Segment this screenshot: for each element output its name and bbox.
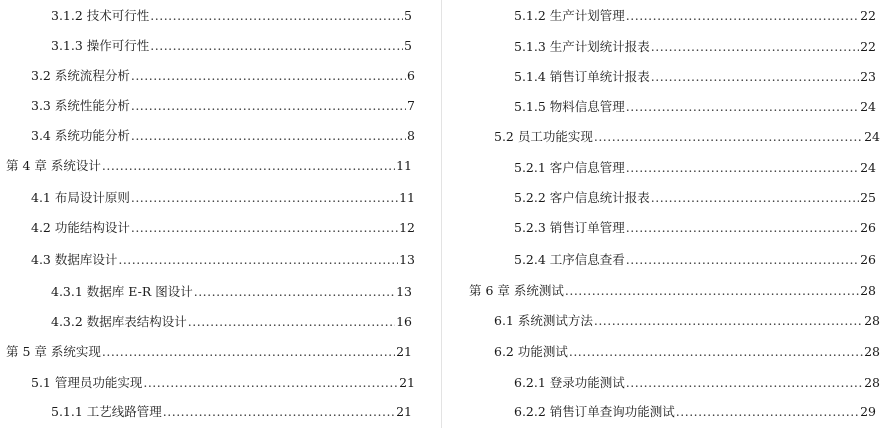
toc-page-number: 24 (860, 99, 876, 114)
toc-entry[interactable] (31, 189, 415, 207)
toc-page-number: 5 (404, 8, 412, 23)
toc-entry-label: 5.1.3 生产计划统计报表 (514, 39, 650, 54)
toc-dot-leader (626, 159, 859, 177)
toc-page-number: 28 (864, 344, 880, 359)
toc-page-number: 21 (396, 404, 412, 419)
toc-entry-label: 第 4 章 系统设计 (6, 158, 101, 173)
toc-dot-leader (626, 98, 859, 116)
toc-dot-leader (102, 157, 395, 175)
toc-entry-label: 5.2.3 销售订单管理 (514, 220, 625, 235)
toc-entry-label: 5.2.1 客户信息管理 (514, 160, 625, 175)
toc-entry-label: 5.1 管理员功能实现 (31, 375, 143, 390)
toc-entry[interactable] (31, 97, 415, 115)
toc-entry-label: 5.1.1 工艺线路管理 (51, 404, 162, 419)
toc-entry[interactable] (31, 374, 415, 392)
toc-dot-leader (676, 403, 859, 421)
toc-page-number: 23 (860, 69, 876, 84)
toc-entry[interactable] (31, 67, 415, 85)
toc-entry-label: 5.2 员工功能实现 (494, 129, 593, 144)
toc-entry[interactable] (514, 251, 876, 269)
toc-entry-label: 3.2 系统流程分析 (31, 68, 130, 83)
toc-entry[interactable] (494, 128, 880, 146)
toc-entry-label: 6.2.2 销售订单查询功能测试 (514, 404, 675, 419)
toc-entry[interactable] (494, 343, 880, 361)
toc-dot-leader (194, 283, 395, 301)
toc-entry[interactable] (514, 374, 880, 392)
toc-dot-leader (131, 219, 398, 237)
toc-entry[interactable] (514, 7, 876, 25)
toc-dot-leader (626, 219, 859, 237)
toc-page-left (0, 0, 440, 428)
toc-entry-label: 5.2.2 客户信息统计报表 (514, 190, 650, 205)
toc-dot-leader (594, 128, 863, 146)
toc-dot-leader (131, 67, 406, 85)
toc-page-number: 13 (396, 284, 412, 299)
toc-page-number: 26 (860, 220, 876, 235)
toc-dot-leader (131, 127, 406, 145)
toc-entry-label: 6.2 功能测试 (494, 344, 568, 359)
toc-page-number: 26 (860, 252, 876, 267)
toc-entry[interactable] (51, 403, 412, 421)
toc-entry[interactable] (514, 38, 876, 56)
toc-entry[interactable] (514, 403, 876, 421)
toc-page-number: 6 (407, 68, 415, 83)
toc-entry-label: 4.3.2 数据库表结构设计 (51, 314, 187, 329)
toc-entry-label: 3.1.2 技术可行性 (51, 8, 150, 23)
toc-page-number: 28 (860, 283, 876, 298)
toc-entry-label: 4.1 布局设计原则 (31, 190, 130, 205)
toc-entry[interactable] (6, 343, 412, 361)
toc-dot-leader (131, 189, 398, 207)
toc-dot-leader (569, 343, 863, 361)
toc-dot-leader (163, 403, 395, 421)
toc-page-number: 11 (399, 190, 415, 205)
toc-page-number: 28 (864, 375, 880, 390)
toc-dot-leader (150, 37, 403, 55)
toc-dot-leader (118, 251, 398, 269)
toc-dot-leader (102, 343, 395, 361)
toc-entry[interactable] (31, 127, 415, 145)
toc-page-number: 24 (864, 129, 880, 144)
toc-entry[interactable] (514, 159, 876, 177)
toc-dot-leader (651, 68, 859, 86)
toc-entry[interactable] (469, 282, 876, 300)
toc-entry-label: 3.4 系统功能分析 (31, 128, 130, 143)
toc-page-number: 11 (396, 158, 412, 173)
toc-entry-label: 4.3.1 数据库 E-R 图设计 (51, 284, 193, 299)
toc-entry-label: 第 6 章 系统测试 (469, 283, 564, 298)
toc-dot-leader (651, 189, 859, 207)
toc-dot-leader (594, 312, 863, 330)
toc-entry-label: 第 5 章 系统实现 (6, 344, 101, 359)
toc-entry-label: 5.1.2 生产计划管理 (514, 8, 625, 23)
toc-entry[interactable] (51, 37, 412, 55)
toc-entry[interactable] (514, 98, 876, 116)
toc-entry-label: 5.1.4 销售订单统计报表 (514, 69, 650, 84)
toc-entry-label: 5.1.5 物料信息管理 (514, 99, 625, 114)
toc-entry[interactable] (31, 251, 415, 269)
toc-page-number: 24 (860, 160, 876, 175)
toc-page-number: 29 (860, 404, 876, 419)
toc-page-number: 21 (399, 375, 415, 390)
toc-page-number: 25 (860, 190, 876, 205)
toc-entry-label: 6.2.1 登录功能测试 (514, 375, 625, 390)
toc-page-right (448, 0, 888, 428)
toc-dot-leader (651, 38, 859, 56)
toc-page-number: 7 (407, 98, 415, 113)
toc-page-number: 21 (396, 344, 412, 359)
toc-entry-label: 3.3 系统性能分析 (31, 98, 130, 113)
toc-dot-leader (626, 7, 859, 25)
toc-dot-leader (150, 7, 403, 25)
toc-page-number: 13 (399, 252, 415, 267)
toc-dot-leader (565, 282, 859, 300)
toc-entry[interactable] (6, 157, 412, 175)
toc-entry[interactable] (514, 68, 876, 86)
toc-page-number: 8 (407, 128, 415, 143)
toc-entry[interactable] (494, 312, 880, 330)
toc-entry-label: 4.3 数据库设计 (31, 252, 118, 267)
toc-page-number: 22 (860, 8, 876, 23)
toc-page-number: 28 (864, 313, 880, 328)
toc-page-number: 16 (396, 314, 412, 329)
toc-entry[interactable] (51, 7, 412, 25)
toc-entry-label: 6.1 系统测试方法 (494, 313, 593, 328)
toc-dot-leader (131, 97, 406, 115)
toc-entry-label: 5.2.4 工序信息查看 (514, 252, 625, 267)
toc-page-number: 5 (404, 38, 412, 53)
toc-entry[interactable] (31, 219, 415, 237)
toc-dot-leader (188, 313, 395, 331)
toc-entry[interactable] (51, 313, 412, 331)
toc-dot-leader (143, 374, 398, 392)
toc-entry-label: 3.1.3 操作可行性 (51, 38, 150, 53)
toc-entry[interactable] (514, 219, 876, 237)
toc-entry[interactable] (51, 283, 412, 301)
toc-entry[interactable] (514, 189, 876, 207)
toc-page-number: 12 (399, 220, 415, 235)
page-divider (441, 0, 442, 428)
toc-dot-leader (626, 374, 863, 392)
toc-page-number: 22 (860, 39, 876, 54)
toc-entry-label: 4.2 功能结构设计 (31, 220, 130, 235)
toc-dot-leader (626, 251, 859, 269)
